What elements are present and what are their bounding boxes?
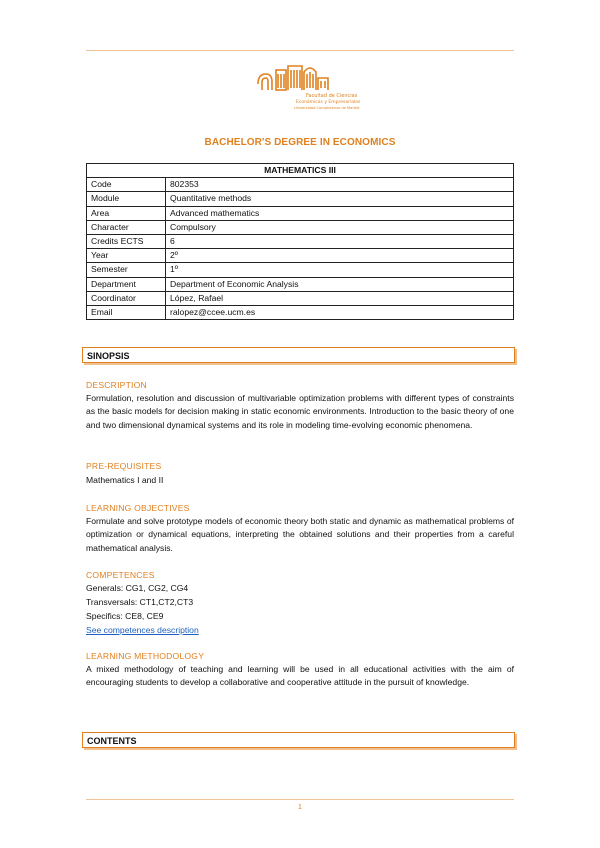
- objectives-text: Formulate and solve prototype models of economic theory both static and dynamic as mathematical problems of optimization or dynamical equations, interpreting the obtained solutions and their properties from a careful mathematical analysis.: [86, 516, 514, 553]
- course-name: MATHEMATICS III: [87, 164, 514, 178]
- description-label: DESCRIPTION: [86, 380, 147, 390]
- competences-transversals: Transversals: CT1,CT2,CT3: [86, 597, 194, 607]
- competences-generals: Generals: CG1, CG2, CG4: [86, 583, 189, 593]
- competences-label: COMPETENCES: [86, 570, 155, 580]
- row-label: Character: [87, 220, 166, 234]
- row-label: Code: [87, 178, 166, 192]
- row-value: Compulsory: [166, 220, 514, 234]
- row-value: 802353: [166, 178, 514, 192]
- row-value: 2º: [166, 249, 514, 263]
- header-rule: [86, 50, 514, 51]
- table-row: [87, 249, 514, 263]
- row-label: Department: [87, 277, 166, 291]
- row-label: Module: [87, 192, 166, 206]
- sinopsis-heading: SINOPSIS: [82, 347, 515, 363]
- prerequisites-text: Mathematics I and II: [86, 475, 164, 485]
- methodology-label: LEARNING METHODOLOGY: [86, 651, 205, 661]
- row-value: Advanced mathematics: [166, 206, 514, 220]
- table-row: [87, 291, 514, 305]
- contents-heading: CONTENTS: [82, 732, 515, 748]
- row-label: Area: [87, 206, 166, 220]
- logo-line-2: Económicas y Empresariales: [296, 100, 361, 105]
- logo-line-3: Universidad Complutense de Madrid: [294, 106, 360, 110]
- competences-specifics: Specifics: CE8, CE9: [86, 611, 164, 621]
- row-value: 1º: [166, 263, 514, 277]
- row-value: López, Rafael: [166, 291, 514, 305]
- table-row: [87, 178, 514, 192]
- page-number: 1: [298, 804, 302, 811]
- faculty-logo: [252, 60, 361, 112]
- degree-title: BACHELOR'S DEGREE IN ECONOMICS: [204, 137, 396, 148]
- row-label: Email: [87, 305, 166, 319]
- row-label: Coordinator: [87, 291, 166, 305]
- row-value: Department of Economic Analysis: [166, 277, 514, 291]
- logo-line-1: Facultad de Ciencias: [306, 93, 358, 99]
- row-label: Credits ECTS: [87, 234, 166, 248]
- row-value: 6: [166, 234, 514, 248]
- footer-rule: [86, 799, 514, 800]
- table-row: [87, 234, 514, 248]
- course-info-table: [86, 163, 514, 320]
- prerequisites-label: PRE-REQUISITES: [86, 461, 162, 471]
- description-text: Formulation, resolution and discussion of multivariable optimization problems with different types of constraints as the basic models for decision making in static economic environments. Introduction to the basic theory of one and two dimensional dynamical systems and its role in modeling time-evolving economic phenomena.: [86, 393, 514, 430]
- row-value: ralopez@ccee.ucm.es: [166, 305, 514, 319]
- competences-description-link[interactable]: See competences description: [86, 625, 199, 635]
- row-value: Quantitative methods: [166, 192, 514, 206]
- methodology-text: A mixed methodology of teaching and learning will be used in all educational activities with the aim of encouraging students to develop a collaborative and cooperative attitude in the pursuit of knowledge.: [86, 664, 514, 688]
- table-row: [87, 220, 514, 234]
- table-row: [87, 277, 514, 291]
- row-label: Year: [87, 249, 166, 263]
- table-row: [87, 305, 514, 319]
- row-label: Semester: [87, 263, 166, 277]
- table-row: [87, 192, 514, 206]
- table-row: [87, 263, 514, 277]
- table-row: [87, 206, 514, 220]
- objectives-label: LEARNING OBJECTIVES: [86, 503, 190, 513]
